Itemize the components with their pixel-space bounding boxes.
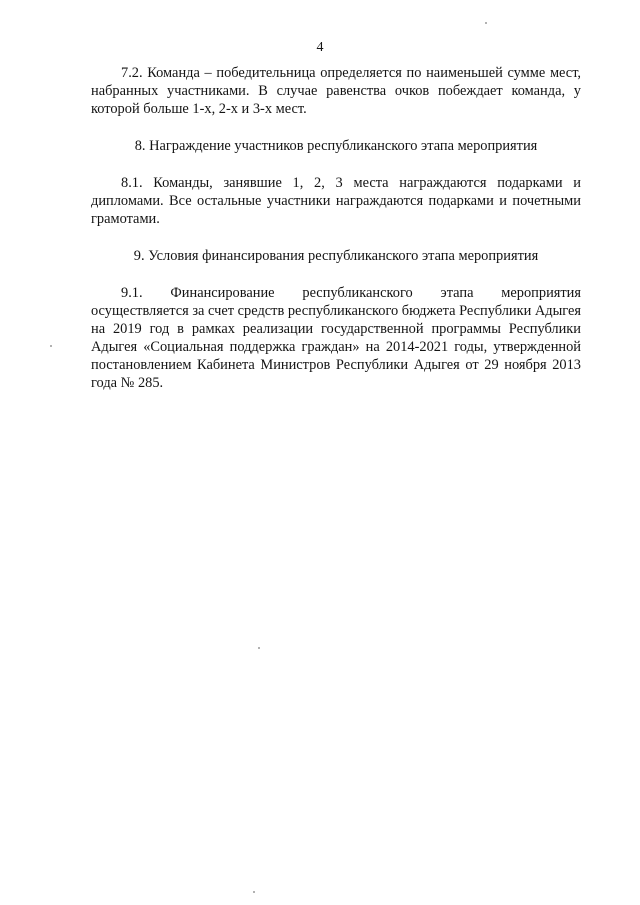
paragraph-8-1: 8.1. Команды, занявшие 1, 2, 3 места награждаются подарками и дипломами. Все остальные участники награждаются подарками и почетными грамотами. bbox=[91, 175, 581, 227]
section-heading-9: 9. Условия финансирования республиканского этапа мероприятия bbox=[133, 248, 539, 264]
section-heading-8: 8. Награждение участников республиканского этапа мероприятия bbox=[134, 138, 538, 154]
document-body bbox=[91, 64, 581, 392]
scan-speck bbox=[258, 647, 260, 649]
scan-speck bbox=[253, 891, 255, 893]
page-number: 4 bbox=[316, 40, 324, 55]
scan-speck bbox=[50, 345, 52, 347]
paragraph-9-1: 9.1. Финансирование республиканского этапа мероприятия осуществляется за счет средств республиканского бюджета Республики Адыгея на 2019 год в рамках реализации государственной программы Республики Адыгея «Социальная поддержка граждан» на 2014-2021 годы, утвержденной постановлением Кабинета Министров Республики Адыгея от 29 ноября 2013 года № 285. bbox=[91, 285, 581, 391]
scan-speck bbox=[485, 22, 487, 24]
paragraph-7-2: 7.2. Команда – победительница определяется по наименьшей сумме мест, набранных участниками. В случае равенства очков побеждает команда, у которой больше 1-х, 2-х и 3-х мест. bbox=[91, 65, 581, 117]
